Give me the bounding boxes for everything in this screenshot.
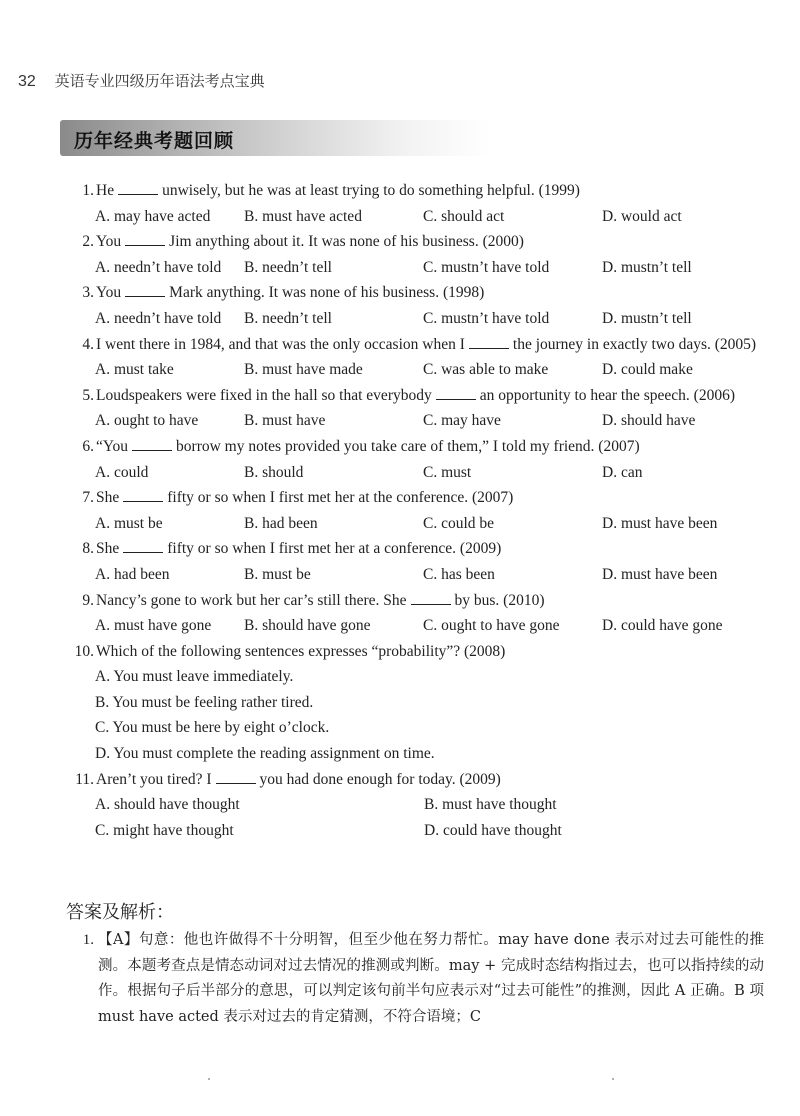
option-a: A. ought to have — [95, 412, 199, 430]
question-text-before: You — [96, 284, 122, 302]
question-number: 2. — [82, 233, 94, 251]
option-d: D. could have gone — [602, 617, 723, 635]
question-1 — [64, 178, 764, 229]
option-b: B. must be — [244, 565, 311, 583]
question-text-after: fifty or so when I first met her at the conference. (2007) — [167, 489, 514, 507]
option-a: A. You must leave immediately. — [95, 668, 294, 686]
option-c: C. mustn’t have told — [423, 258, 550, 276]
answer-blank — [469, 336, 509, 349]
question-10 — [64, 639, 764, 767]
option-b: B. needn’t tell — [244, 309, 332, 327]
question-text-before: “You — [96, 437, 129, 455]
option-b: B. must have made — [244, 361, 363, 379]
question-list — [64, 178, 764, 843]
option-a: A. had been — [95, 565, 170, 583]
option-a: A. must have gone — [95, 617, 212, 635]
option-d: D. mustn’t tell — [602, 309, 692, 327]
option-d: D. You must complete the reading assignment on time. — [95, 745, 435, 763]
question-text-after: the journey in exactly two days. (2005) — [512, 335, 757, 353]
question-text-before: Aren’t you tired? I — [96, 770, 212, 788]
option-d: D. could make — [602, 361, 693, 379]
question-text-after: by bus. (2010) — [454, 591, 545, 609]
question-11 — [64, 767, 764, 844]
question-9 — [64, 588, 764, 639]
option-c: C. You must be here by eight o’clock. — [95, 719, 330, 737]
option-b: B. should — [244, 463, 304, 481]
option-b: B. must have — [244, 412, 326, 430]
option-b: B. should have gone — [244, 617, 371, 635]
answer-blank — [125, 233, 165, 246]
option-d: D. mustn’t tell — [602, 258, 692, 276]
question-text-before: She — [96, 540, 120, 558]
page-header — [18, 70, 265, 91]
option-c: C. must — [423, 463, 472, 481]
answer-number: 1. — [82, 932, 94, 948]
answer-1 — [64, 928, 764, 1030]
option-b: B. You must be feeling rather tired. — [95, 693, 314, 711]
option-d: D. could have thought — [424, 821, 562, 839]
scan-speck — [208, 1078, 210, 1080]
option-a: A. may have acted — [95, 207, 211, 225]
option-d: D. must have been — [602, 565, 718, 583]
question-text-before: I went there in 1984, and that was the only occasion when I — [96, 335, 465, 353]
answer-blank — [118, 182, 158, 195]
scan-speck — [612, 1078, 614, 1080]
option-c: C. should act — [423, 207, 505, 225]
question-text-after: Jim anything about it. It was none of his business. (2000) — [169, 233, 524, 251]
answer-blank — [123, 489, 163, 502]
question-number: 10. — [74, 642, 94, 660]
question-text-before: Loudspeakers were fixed in the hall so that everybody — [96, 386, 432, 404]
question-text-before: You — [96, 233, 122, 251]
option-c: C. may have — [423, 412, 501, 430]
option-d: D. must have been — [602, 514, 718, 532]
question-number: 11. — [75, 770, 94, 788]
question-number: 5. — [82, 386, 94, 404]
question-number: 8. — [82, 540, 94, 558]
question-text: Which of the following sentences expresses “probability”? (2008) — [96, 642, 506, 660]
answers-title: 答案及解析： — [66, 902, 174, 923]
section-title: 历年经典考题回顾 — [74, 130, 235, 152]
question-2 — [64, 229, 764, 280]
option-a: A. could — [95, 463, 149, 481]
question-text-after: unwisely, but he was at least trying to do something helpful. (1999) — [162, 182, 580, 199]
option-b: B. must have thought — [424, 796, 557, 814]
option-a: A. must take — [95, 361, 174, 379]
question-number: 4. — [82, 335, 94, 353]
option-b: B. must have acted — [244, 207, 362, 225]
option-c: C. could be — [423, 514, 495, 532]
answer-blank — [411, 592, 451, 605]
option-a: A. needn’t have told — [95, 258, 222, 276]
question-3 — [64, 280, 764, 331]
question-number: 7. — [82, 489, 94, 507]
option-a: A. needn’t have told — [95, 309, 222, 327]
option-b: B. needn’t tell — [244, 258, 332, 276]
question-text-after: borrow my notes provided you take care of them,” I told my friend. (2007) — [176, 437, 640, 455]
answer-blank — [436, 387, 476, 400]
option-a: A. must be — [95, 514, 163, 532]
option-a: A. should have thought — [95, 796, 240, 814]
question-5 — [64, 383, 764, 434]
option-c: C. ought to have gone — [423, 617, 560, 635]
answer-blank — [132, 438, 172, 451]
question-text-after: an opportunity to hear the speech. (2006) — [479, 386, 735, 404]
answer-section — [64, 928, 764, 1030]
question-7 — [64, 485, 764, 536]
option-d: D. can — [602, 463, 643, 481]
question-text-after: Mark anything. It was none of his business. (1998) — [169, 284, 485, 302]
question-text-before: He — [96, 182, 115, 199]
answer-blank — [123, 540, 163, 553]
option-c: C. was able to make — [423, 361, 549, 379]
answer-blank — [216, 771, 256, 784]
option-c: C. has been — [423, 565, 495, 583]
option-b: B. had been — [244, 514, 318, 532]
section-banner — [60, 120, 490, 156]
question-number: 3. — [82, 284, 94, 302]
question-number: 1. — [82, 182, 94, 199]
question-text-before: She — [96, 489, 120, 507]
question-6 — [64, 434, 764, 485]
question-number: 6. — [82, 437, 94, 455]
question-text-after: you had done enough for today. (2009) — [259, 770, 501, 788]
book-title: 英语专业四级历年语法考点宝典 — [54, 72, 265, 90]
question-text-after: fifty or so when I first met her at a conference. (2009) — [167, 540, 502, 558]
answer-explanation: 【A】句意：他也许做得不十分明智，但至少他在努力帮忙。may have done 表示对过去可能性的推测。本题考查点是情态动词对过去情况的推测或判断。may + 完成时态结构指过去，也可以指持续的动作。根据句子后半部分的意思，可以判定该句前半句应表示对“过去可能性”的推测，因此 A 正确。B 项 must have acted 表示对过去的肯定猜测，不符合语境；C — [98, 932, 764, 1025]
question-8 — [64, 536, 764, 587]
answer-blank — [125, 284, 165, 297]
question-4 — [64, 332, 764, 383]
option-c: C. mustn’t have told — [423, 309, 550, 327]
question-number: 9. — [82, 591, 94, 609]
option-d: D. should have — [602, 412, 696, 430]
option-d: D. would act — [602, 207, 682, 225]
question-text-before: Nancy’s gone to work but her car’s still there. She — [96, 591, 407, 609]
page-number: 32 — [18, 73, 36, 90]
option-c: C. might have thought — [95, 821, 234, 839]
